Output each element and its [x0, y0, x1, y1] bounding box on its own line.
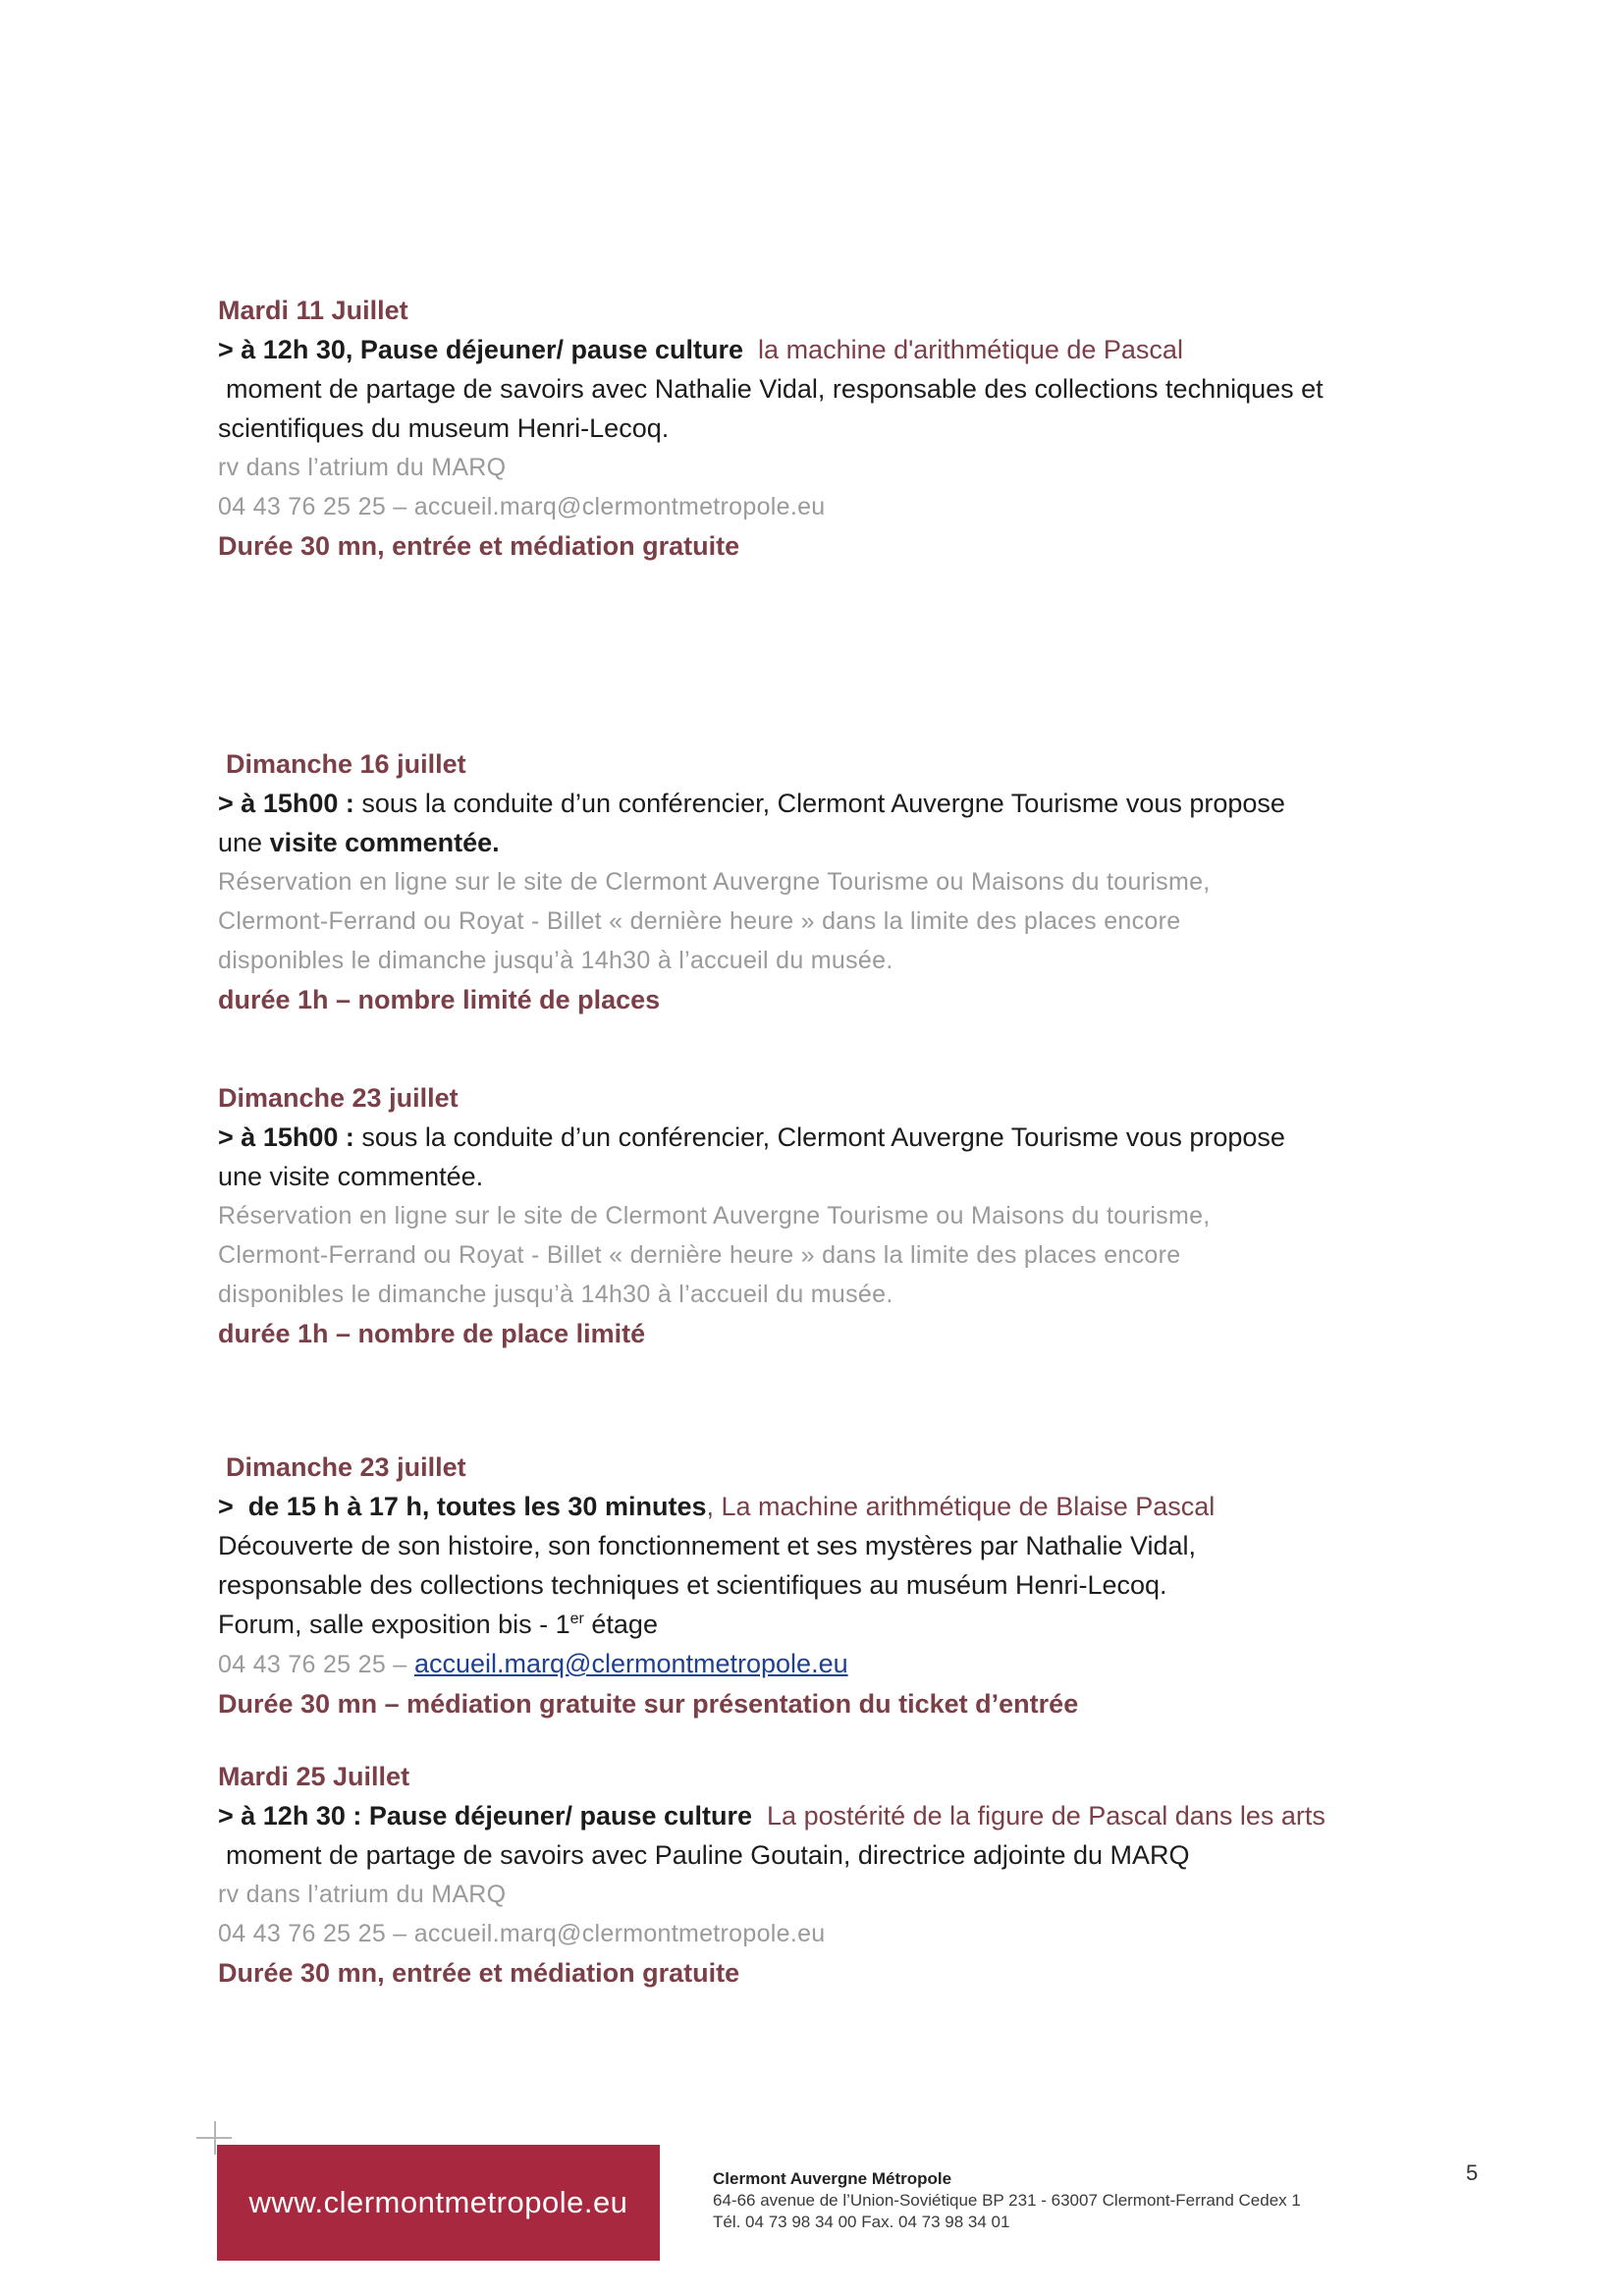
event-description-line: responsable des collections techniques et scientifiques au muséum Henri-Lecoq. [218, 1570, 1167, 1600]
event-title: , La machine arithmétique de Blaise Pascal [706, 1492, 1216, 1521]
event-booking-info: Clermont-Ferrand ou Royat - Billet « dernière heure » dans la limite des places encore [218, 907, 1181, 935]
event-location: rv dans l’atrium du MARQ [218, 454, 507, 481]
event-activity: Pause déjeuner/ pause culture [359, 335, 744, 364]
event-day: Mardi 11 Juillet [218, 296, 408, 325]
event-description-line: moment de partage de savoirs avec Nathalie Vidal, responsable des collections techniques et [226, 374, 1324, 404]
email-link[interactable]: accueil.marq@clermontmetropole.eu [414, 1649, 848, 1678]
event-time: 15h00 : [262, 1122, 354, 1152]
event-contact: 04 43 76 25 25 – accueil.marq@clermontmetropole.eu [218, 1920, 826, 1947]
event-duration: Durée 30 mn – médiation gratuite sur présentation du ticket d’entrée [218, 1689, 1079, 1719]
event-day: Dimanche 16 juillet [226, 749, 466, 779]
event-time: 15h00 : [262, 789, 354, 818]
event-title: la machine d'arithmétique de Pascal [758, 335, 1183, 364]
event-place-text: Forum, salle exposition bis - 1 [218, 1610, 570, 1639]
footer-address [713, 2168, 1301, 2233]
event-description-line: une visite commentée. [218, 1162, 484, 1191]
event-highlight: visite commentée. [269, 828, 500, 857]
event-booking-info: disponibles le dimanche jusqu’à 14h30 à l’accueil du musée. [218, 947, 893, 974]
event-description-line: Découverte de son histoire, son fonctionnement et ses mystères par Nathalie Vidal, [218, 1531, 1197, 1560]
footer-org: Clermont Auvergne Métropole [713, 2169, 952, 2188]
event-location [218, 1605, 1494, 1644]
event-title: La postérité de la figure de Pascal dans les arts [767, 1801, 1325, 1831]
website-url[interactable]: www.clermontmetropole.eu [248, 2185, 628, 2219]
event-dimanche-23-juillet-machine [218, 1448, 1494, 1723]
event-booking-info: Réservation en ligne sur le site de Clermont Auvergne Tourisme ou Maisons du tourisme, [218, 868, 1211, 896]
footer-street: 64-66 avenue de l’Union-Soviétique BP 231 - 63007 Clermont-Ferrand Cedex 1 [713, 2191, 1301, 2210]
event-time-line [218, 1487, 1494, 1526]
event-duration: Durée 30 mn, entrée et médiation gratuite [218, 1958, 740, 1988]
event-duration: durée 1h – nombre limité de places [218, 985, 661, 1014]
event-activity: Pause déjeuner/ pause culture [368, 1801, 753, 1831]
event-duration: durée 1h – nombre de place limité [218, 1319, 646, 1348]
event-time-prefix: > à [218, 789, 256, 818]
event-dimanche-23-juillet-visite [218, 1078, 1494, 1353]
event-description-line: moment de partage de savoirs avec Pauline Goutain, directrice adjointe du MARQ [226, 1840, 1190, 1870]
event-mardi-25-juillet [218, 1757, 1494, 1993]
event-contact: 04 43 76 25 25 – accueil.marq@clermontmetropole.eu [218, 493, 826, 520]
event-time-prefix: > [218, 1492, 234, 1521]
event-text: sous la conduite d’un conférencier, Clermont Auvergne Tourisme vous propose [361, 789, 1285, 818]
event-time-line [218, 784, 1494, 823]
event-duration: Durée 30 mn, entrée et médiation gratuite [218, 531, 740, 561]
event-day: Dimanche 23 juillet [226, 1452, 466, 1482]
event-phone: 04 43 76 25 25 – [218, 1651, 407, 1678]
event-time-line [218, 1796, 1494, 1835]
event-mardi-11-juillet [218, 291, 1494, 566]
event-time: > à 12h 30, [218, 335, 353, 364]
event-time-prefix: > à [218, 1122, 256, 1152]
website-banner[interactable] [217, 2145, 660, 2261]
footer-phone: Tél. 04 73 98 34 00 Fax. 04 73 98 34 01 [713, 2213, 1010, 2231]
page-number: 5 [1466, 2160, 1479, 2185]
event-dimanche-16-juillet [218, 744, 1494, 1019]
event-booking-info: disponibles le dimanche jusqu’à 14h30 à l’accueil du musée. [218, 1281, 893, 1308]
event-place-sup: er [569, 1611, 584, 1627]
event-day: Mardi 25 Juillet [218, 1762, 410, 1791]
event-time-line [218, 1118, 1494, 1157]
event-time: > à 12h 30 : [218, 1801, 362, 1831]
event-contact [218, 1644, 1494, 1684]
event-description-line [218, 823, 1494, 862]
event-location: rv dans l’atrium du MARQ [218, 1881, 507, 1908]
event-booking-info: Réservation en ligne sur le site de Clermont Auvergne Tourisme ou Maisons du tourisme, [218, 1202, 1211, 1230]
event-booking-info: Clermont-Ferrand ou Royat - Billet « dernière heure » dans la limite des places encore [218, 1241, 1181, 1269]
event-place-after: étage [583, 1610, 658, 1639]
event-day: Dimanche 23 juillet [218, 1083, 459, 1113]
event-text: une [218, 828, 263, 857]
event-time-line [218, 330, 1494, 369]
event-description-line: scientifiques du museum Henri-Lecoq. [218, 413, 670, 443]
event-activity: de 15 h à 17 h, toutes les 30 minutes [247, 1492, 707, 1521]
event-text: sous la conduite d’un conférencier, Clermont Auvergne Tourisme vous propose [361, 1122, 1285, 1152]
crop-mark-horizontal [196, 2137, 232, 2139]
